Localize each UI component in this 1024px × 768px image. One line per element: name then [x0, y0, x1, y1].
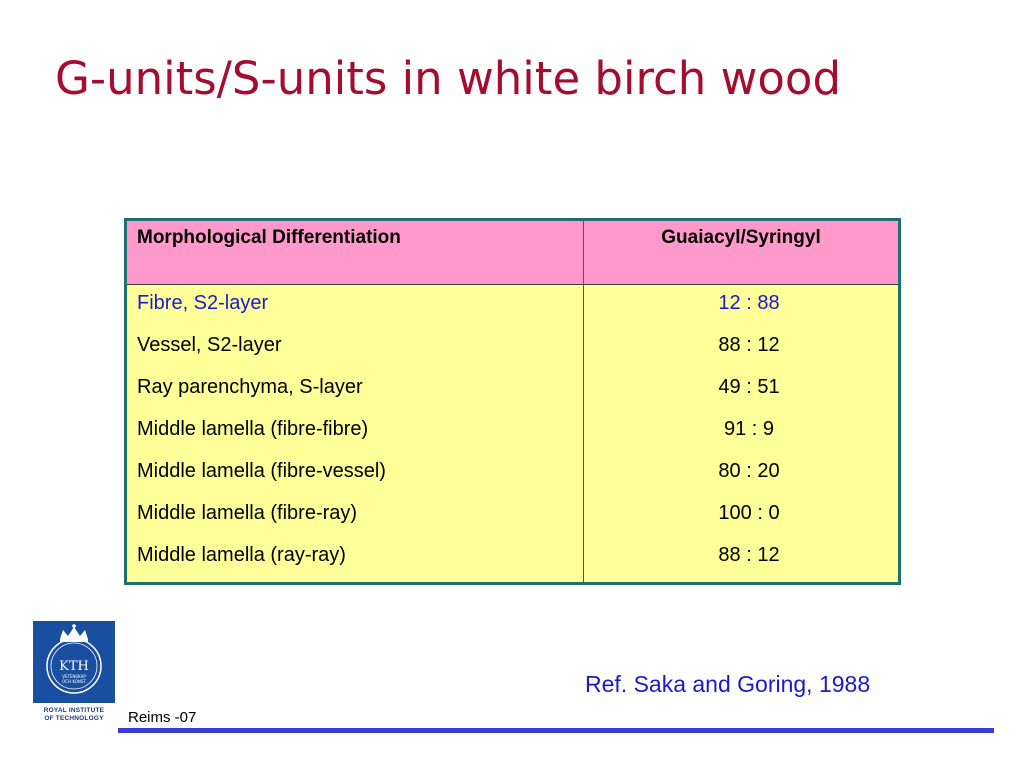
row-ratio: 88 : 12 [718, 544, 780, 566]
logo-caption [33, 707, 115, 723]
lignin-ratio-table [124, 218, 901, 585]
table-row [127, 374, 898, 404]
row-label: Middle lamella (ray-ray) [137, 544, 346, 566]
row-ratio: 12 : 88 [718, 292, 780, 314]
table-row [127, 290, 898, 320]
row-ratio: 49 : 51 [718, 376, 780, 398]
column-divider [583, 221, 584, 582]
table-row [127, 500, 898, 530]
row-label: Middle lamella (fibre-vessel) [137, 460, 386, 482]
reference-citation: Ref. Saka and Goring, 1988 [585, 671, 871, 697]
logo-caption-line1: ROYAL INSTITUTE [43, 707, 105, 714]
header-guaiacyl-syringyl: Guaiacyl/Syringyl [661, 227, 821, 248]
table-header [127, 221, 898, 285]
row-ratio: 80 : 20 [718, 460, 780, 482]
row-label: Middle lamella (fibre-ray) [137, 502, 358, 524]
kth-logo [33, 621, 115, 703]
table-row [127, 458, 898, 488]
svg-text:VETENSKAP: VETENSKAP [62, 674, 86, 679]
kth-crest-icon [33, 621, 115, 703]
row-label: Fibre, S2-layer [137, 292, 269, 314]
table-body [127, 285, 898, 582]
row-ratio: 91 : 9 [723, 418, 775, 440]
table-row [127, 542, 898, 572]
row-label: Middle lamella (fibre-fibre) [137, 418, 369, 440]
svg-text:OCH KONST: OCH KONST [62, 679, 86, 684]
svg-text:KTH: KTH [59, 659, 89, 674]
row-ratio: 88 : 12 [718, 334, 780, 356]
row-ratio: 100 : 0 [718, 502, 780, 524]
table-row [127, 416, 898, 446]
slide-title: G-units/S-units in white birch wood [55, 52, 842, 105]
header-morphological-differentiation: Morphological Differentiation [137, 227, 401, 248]
row-label: Ray parenchyma, S-layer [137, 376, 363, 398]
table-row [127, 332, 898, 362]
footer-event-label: Reims -07 [128, 709, 197, 726]
row-label: Vessel, S2-layer [137, 334, 282, 356]
footer-rule [118, 728, 994, 733]
logo-caption-line2: OF TECHNOLOGY [44, 715, 104, 722]
